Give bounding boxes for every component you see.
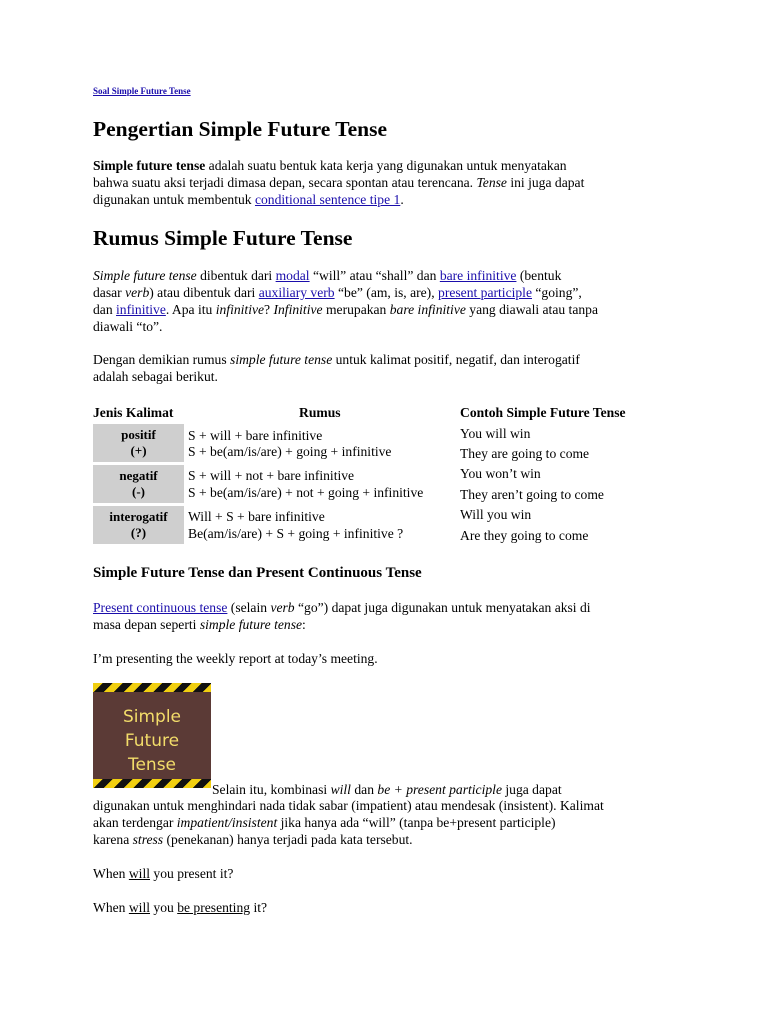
text: yang diawali atau tanpa [465,302,598,317]
paragraph-line: diawali “to”. [93,319,163,334]
table-label-positif [93,424,184,462]
text-italic: verb [270,600,295,615]
image-caption [93,705,211,777]
paragraph-line [93,174,584,191]
image-caption-line: Simple [122,707,182,727]
caution-stripe-top [93,683,211,692]
link-modal[interactable]: modal [275,268,310,283]
text-underlined: will [128,900,151,915]
paragraph-line [93,267,561,284]
text: When [93,900,129,915]
text: bahwa suatu aksi terjadi dimasa depan, secara spontan atau terencana. [93,175,477,190]
table-rumus: Will + S + bare infinitive [188,509,325,524]
text-italic: Tense [476,175,507,190]
label-text: negatif [119,468,158,483]
text-italic: stress [132,832,164,847]
table-contoh: Are they going to come [460,528,589,543]
text: “going”, [532,285,582,300]
paragraph-line [93,284,582,301]
text: (bentuk [516,268,562,283]
text: ? [264,302,274,317]
table-rumus: S + be(am/is/are) + not + going + infinitive [188,485,424,500]
label-text: positif [121,427,156,442]
paragraph-line [93,301,598,318]
text: you present it? [150,866,234,881]
table-rumus: S + be(am/is/are) + going + infinitive [188,444,392,459]
text: it? [250,900,268,915]
text-italic: simple future tense [230,352,333,367]
top-link-soal[interactable]: Soal Simple Future Tense [93,86,191,96]
link-bare-infinitive[interactable]: bare infinitive [439,268,517,283]
text: dan [350,782,378,797]
label-symbol: (+) [130,443,147,458]
text-italic: Infinitive [273,302,323,317]
table-contoh: Will you win [460,507,532,522]
text: . [400,192,404,207]
text: : [302,617,306,632]
link-present-participle[interactable]: present participle [438,285,532,300]
text: akan terdengar [93,815,177,830]
text: masa depan seperti [93,617,200,632]
text-italic: simple future tense [199,617,303,632]
text-underlined: be presenting [177,900,251,915]
text: “will” atau “shall” dan [309,268,440,283]
example-question [93,899,267,916]
paragraph-line: digunakan untuk menghindari nada tidak sabar (impatient) atau mendesak (insistent). Kalimat [93,798,604,813]
text: dibentuk dari [196,268,276,283]
label-symbol: (-) [132,484,145,499]
paragraph-line [93,157,567,174]
simple-future-tense-image [93,683,211,788]
table-contoh: They aren’t going to come [460,487,604,502]
paragraph-line: adalah sebagai berikut. [93,369,218,384]
table-contoh: You won’t win [460,466,541,481]
paragraph-line [93,191,404,208]
link-auxiliary-verb[interactable]: auxiliary verb [258,285,335,300]
text-italic: bare infinitive [389,302,466,317]
table-header-jenis: Jenis Kalimat [93,405,174,420]
text: . Apa itu [165,302,216,317]
example-sentence: I’m presenting the weekly report at today’s meeting. [93,651,378,666]
link-conditional-sentence[interactable]: conditional sentence tipe 1 [254,192,401,207]
text: untuk kalimat positif, negatif, dan interogatif [332,352,580,367]
paragraph-line [93,831,413,848]
text: “be” (am, is, are), [334,285,439,300]
text: ini juga dapat [506,175,585,190]
text: dan [93,302,117,317]
text: (selain [227,600,271,615]
table-rumus: S + will + not + bare infinitive [188,468,355,483]
text: adalah suatu bentuk kata kerja yang digunakan untuk menyatakan [205,158,567,173]
table-header-rumus: Rumus [299,405,341,420]
text: you [150,900,178,915]
text-italic: impatient/insistent [176,815,278,830]
table-contoh: They are going to come [460,446,590,461]
text: Selain itu, kombinasi [212,782,331,797]
heading-pengertian: Pengertian Simple Future Tense [93,117,388,141]
text: digunakan untuk membentuk [93,192,255,207]
heading-rumus: Rumus Simple Future Tense [93,226,353,250]
paragraph-line [212,781,562,798]
text-italic: Simple future tense [93,268,197,283]
text-italic: verb [125,285,150,300]
table-rumus: S + will + bare infinitive [188,428,323,443]
table-header-contoh: Contoh Simple Future Tense [460,405,626,420]
text: When [93,866,129,881]
paragraph-line [93,814,556,831]
text: merupakan [322,302,390,317]
text: karena [93,832,133,847]
text-italic: will [330,782,351,797]
text-underlined: will [128,866,151,881]
label-symbol: (?) [130,525,147,540]
table-label-negatif [93,465,184,503]
text: juga dapat [501,782,562,797]
text-italic: infinitive [215,302,265,317]
link-present-continuous[interactable]: Present continuous tense [93,600,228,615]
example-question [93,865,233,882]
image-caption-line: Future [124,731,180,751]
text-italic: be + present participle [377,782,502,797]
text: ) atau dibentuk dari [149,285,259,300]
text: Dengan demikian rumus [93,352,231,367]
caution-stripe-bottom [93,779,211,788]
label-text: interogatif [109,509,168,524]
paragraph-line [93,616,306,633]
image-caption-line: Tense [127,755,177,775]
heading-simple-future-vs-continuous: Simple Future Tense dan Present Continuous Tense [93,565,422,581]
table-contoh: You will win [460,426,531,441]
term-simple-future: Simple future tense [93,158,206,173]
link-infinitive[interactable]: infinitive [116,302,166,317]
paragraph-line [93,599,591,616]
paragraph-line [93,351,580,368]
table-rumus: Be(am/is/are) + S + going + infinitive ? [188,526,404,541]
text: “go”) dapat juga digunakan untuk menyatakan aksi di [294,600,591,615]
text: dasar [93,285,126,300]
text: jika hanya ada “will” (tanpa be+present participle) [277,815,556,830]
text: (penekanan) hanya terjadi pada kata tersebut. [163,832,413,847]
table-label-interogatif [93,506,184,544]
